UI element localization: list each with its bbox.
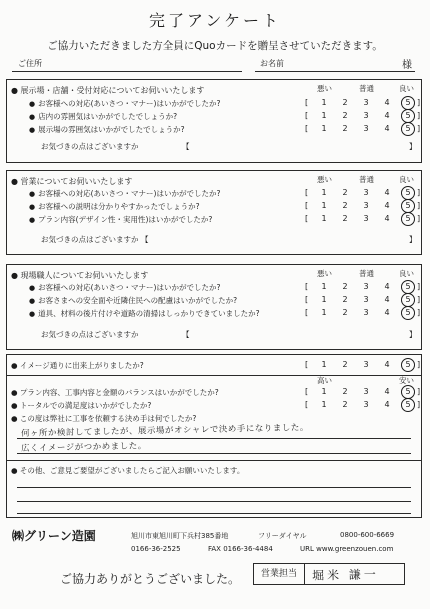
freedial-label: フリーダイヤル	[258, 532, 307, 540]
address-label: ご住所	[18, 59, 42, 68]
memo-open: 【	[182, 142, 190, 151]
fax-number: FAX 0166-36-4484	[208, 545, 273, 553]
label-cheap: 安い	[399, 376, 414, 385]
label-normal: 普通	[359, 84, 374, 93]
label-good: 良い	[399, 269, 414, 278]
memo-close: 】	[409, 330, 417, 339]
label-normal: 普通	[359, 175, 374, 184]
honorific: 様	[402, 60, 412, 71]
answer-line	[17, 438, 411, 439]
memo-label: お気づきの点はございますか	[41, 330, 139, 339]
question-row: ● イメージ通りに出来上がりましたか?	[11, 361, 144, 370]
company-name: ㈱グリーン造園	[12, 529, 96, 543]
label-high: 高い	[317, 376, 332, 385]
question-row: ● お客様への対応(あいさつ・マナー)はいかがでしたか?	[29, 99, 221, 108]
survey-intro: ご協力いただきました方全員にQuoカードを贈呈させていただきます。	[47, 40, 383, 52]
section-showroom: ● 展示場・店舗・受付対応についてお伺いいたします 悪い 普通 良い ● お客様への対応(あいさつ・マナー)はいかがでしたか? [ 1 2 3 4 5 ] ● 店内の雰囲気はいかがでしたでしょうか? [ 1 2 3 4 5 ] ● 展示場の雰囲気はいかがでしたでしょうか? [ 1 2 3 4 5 ] お気づきの点はございますか 【 】	[6, 79, 422, 163]
thanks-message: ご協力ありがとうございました。	[60, 572, 241, 586]
address-underline	[12, 71, 242, 72]
company-url: URL www.greenzouen.com	[300, 545, 394, 553]
name-underline	[255, 71, 415, 72]
name-label: お名前	[260, 59, 284, 68]
section-title: ● 現場職人についてお伺いいたします	[11, 271, 149, 280]
row-divider	[7, 460, 421, 461]
label-bad: 悪い	[317, 84, 332, 93]
question-row: ● 店内の雰囲気はいかがでしたでしょうか?	[29, 112, 178, 121]
section-overall: ● イメージ通りに出来上がりましたか? [ 1 2 3 4 5 ] 高い 安い ● プラン内容、工事内容と金額のバランスはいかがでしたか? [ 1 2 3 4 5 ] ● トータルでの満足度はいかがでしたか? [ 1 2 3 4 5 ] ● この度は弊社に工事を依頼する決め手は何でしたか? 何ヶ所か検討してましたが、展示場がオシャレで決め手になりました。 広くイメージがつかめました。 ● その他、ご意見ご要望がございましたらご記入お願いいたします。	[6, 354, 422, 518]
question-row: ● プラン内容、工事内容と金額のバランスはいかがでしたか?	[11, 388, 219, 397]
answer-line	[17, 513, 411, 514]
question-row: ● 展示場の雰囲気はいかがでしたでしょうか?	[29, 125, 185, 134]
answer-line	[17, 453, 411, 454]
section-sales: ● 営業についてお伺いいたします 悪い 普通 良い ● お客様への対応(あいさつ・マナー)はいかがでしたか? [ 1 2 3 4 5 ] ● お客様への説明は分かりやすかったでしょうか? [ 1 2 3 4 5 ] ● プラン内容(デザイン性・実用性)はいかがでしたか? [ 1 2 3 4 5 ] お気づきの点はございますか 【 】	[6, 170, 422, 255]
label-normal: 普通	[359, 269, 374, 278]
memo-label: お気づきの点はございますか	[41, 235, 139, 244]
answer-line	[17, 487, 411, 488]
freedial-number: 0800-600-6669	[340, 531, 395, 539]
question-row: ● 道具、材料の後片付けや道路の清掃はしっかりできていましたか?	[29, 309, 260, 318]
answer-line	[17, 501, 411, 502]
memo-close: 】	[409, 235, 417, 244]
memo-close: 】	[409, 142, 417, 151]
memo-label: お気づきの点はございますか	[41, 142, 139, 151]
question-row: ● お客様への対応(あいさつ・マナー)はいかがでしたか?	[29, 283, 221, 292]
tel-number: 0166-36-2525	[131, 545, 181, 553]
sales-staff-box	[253, 563, 405, 585]
question-row: ● トータルでの満足度はいかがでしたか?	[11, 401, 152, 410]
question-row: ● お客さまへの安全面や近隣住民への配慮はいかがでしたか?	[29, 296, 238, 305]
memo-open: 【	[141, 235, 149, 244]
question-row: ● お客様への対応(あいさつ・マナー)はいかがでしたか?	[29, 189, 221, 198]
section-title: ● 展示場・店舗・受付対応についてお伺いいたします	[11, 86, 205, 95]
section-title: ● 営業についてお伺いいたします	[11, 177, 133, 186]
question-row: ● プラン内容(デザイン性・実用性)はいかがでしたか?	[29, 215, 213, 224]
row-divider	[7, 375, 421, 376]
label-bad: 悪い	[317, 269, 332, 278]
label-bad: 悪い	[317, 175, 332, 184]
question-row: ● その他、ご意見ご要望がございましたらご記入お願いいたします。	[11, 466, 245, 475]
label-good: 良い	[399, 84, 414, 93]
section-craftsmen: ● 現場職人についてお伺いいたします 悪い 普通 良い ● お客様への対応(あいさつ・マナー)はいかがでしたか? [ 1 2 3 4 5 ] ● お客さまへの安全面や近隣住民への配慮はいかがでしたか? [ 1 2 3 4 5 ] ● 道具、材料の後片付けや道路の清掃はしっかりできていましたか? [ 1 2 3 4 5 ] お気づきの点はございますか 【 】	[6, 264, 422, 350]
handwritten-answer: 何ヶ所か検討してましたが、展示場がオシャレで決め手になりました。	[20, 422, 309, 439]
company-address: 旭川市東旭川町下兵村385番地	[131, 532, 229, 540]
label-good: 良い	[399, 175, 414, 184]
survey-title: 完了アンケート	[148, 11, 282, 30]
handwritten-answer: 広くイメージがつかめました。	[20, 441, 147, 454]
sales-staff-label: 営業担当	[254, 564, 305, 584]
memo-open: 【	[182, 330, 190, 339]
question-row: ● お客様への説明は分かりやすかったでしょうか?	[29, 202, 200, 211]
sales-staff-name: 堀米 謙一	[311, 567, 379, 583]
question-row: ● この度は弊社に工事を依頼する決め手は何でしたか?	[11, 414, 197, 423]
